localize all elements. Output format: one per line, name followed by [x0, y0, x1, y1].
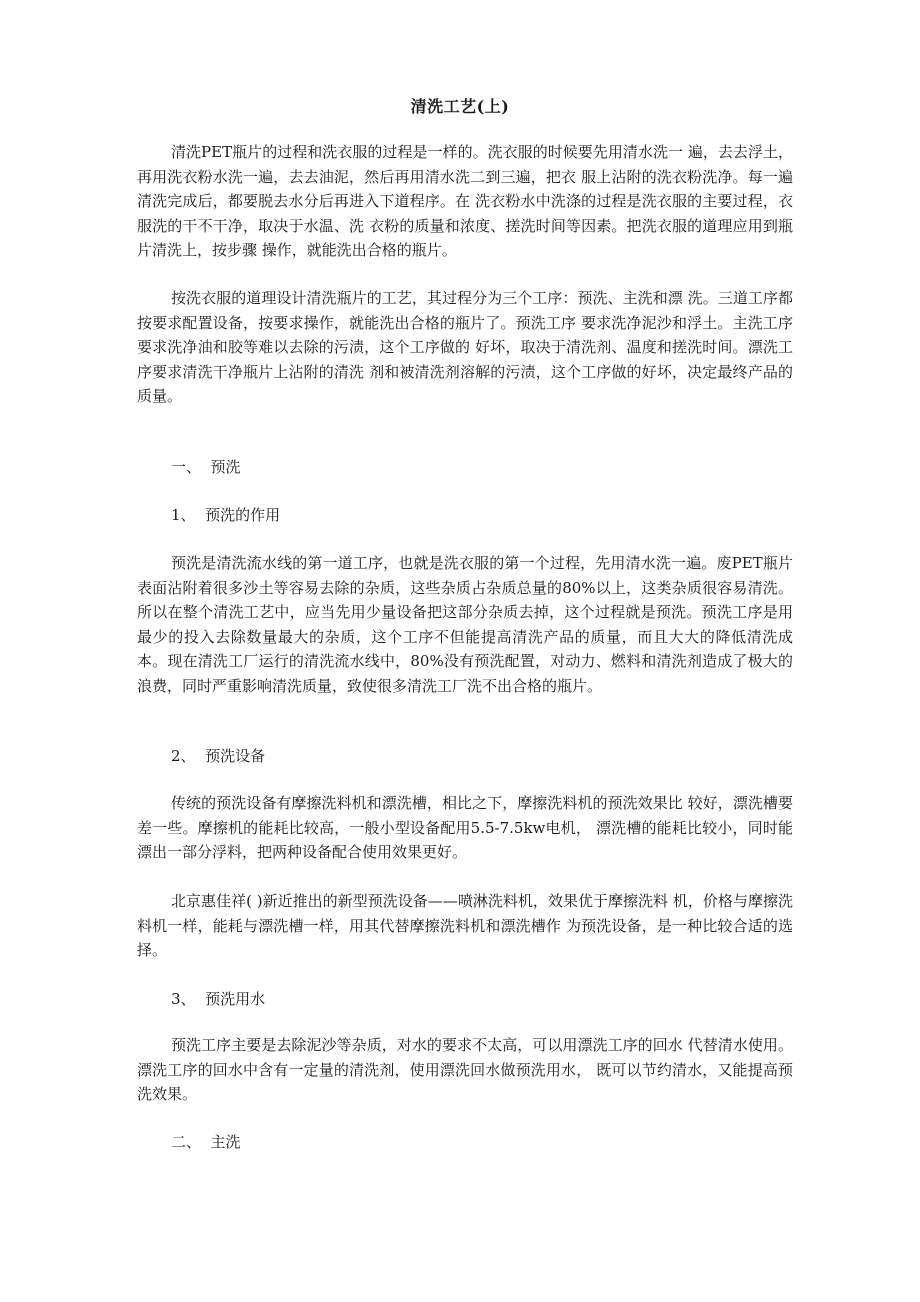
paragraph-intro: 清洗PET瓶片的过程和洗衣服的过程是一样的。洗衣服的时候要先用清水洗一 遍，去去浮土，再用洗衣粉水洗一遍，去去油泥，然后再用清水洗二到三遍，把衣 服上沾附的洗衣粉洗净。每一遍清洗完成后，都要脱去水分后再进入下道程序。在 洗衣粉水中洗涤的过程是洗衣服的主要过程，衣服洗的干不干净，取决于水温、洗 衣粉的质量和浓度、搓洗时间等因素。把洗衣服的道理应用到瓶片清洗上，按步骤 操作，就能洗出合格的瓶片。: [137, 143, 793, 260]
paragraph-prewash-water: 预洗工序主要是去除泥沙等杂质，对水的要求不太高，可以用漂洗工序的回水 代替清水使用。漂洗工序的回水中含有一定量的清洗剂，使用漂洗回水做预洗用水， 既可以节约清水，又能提高预洗效果。: [137, 1036, 793, 1104]
paragraph-process-overview: 按洗衣服的道理设计清洗瓶片的工艺，其过程分为三个工序：预洗、主洗和漂 洗。三道工序都按要求配置设备，按要求操作，就能洗出合格的瓶片了。预洗工序 要求洗净泥沙和浮土。主洗工序要求洗净油和胶等难以去除的污渍，这个工序做的 好坏，取决于清洗剂、温度和搓洗时间。漂洗工序要求清洗干净瓶片上沾附的清洗 剂和被清洗剂溶解的污渍，这个工序做的好坏，决定最终产品的质量。: [137, 289, 793, 406]
document-title: 清洗工艺(上): [410, 97, 510, 116]
heading-prewash-purpose: 1、 预洗的作用: [171, 506, 281, 524]
heading-prewash: 一、 预洗: [171, 458, 241, 476]
paragraph-prewash-purpose: 预洗是清洗流水线的第一道工序，也就是洗衣服的第一个过程，先用清水洗一遍。废PET瓶片表面沾附着很多沙土等容易去除的杂质，这些杂质占杂质总量的80%以上，这类杂质很容易清洗。所以在整个清洗工艺中，应当先用少量设备把这部分杂质去掉，这个过程就是预洗。预洗工序是用最少的投入去除数量最大的杂质，这个工序不但能提高清洗产品的质量，而且大大的降低清洗成本。现在清洗工厂运行的清洗流水线中，80%没有预洗配置，对动力、燃料和清洗剂造成了极大的浪费，同时严重影响清洗质量，致使很多清洗工厂洗不出合格的瓶片。: [137, 554, 793, 695]
heading-prewash-water: 3、 预洗用水: [171, 990, 266, 1008]
heading-prewash-equipment: 2、 预洗设备: [171, 747, 266, 765]
paragraph-traditional-equipment: 传统的预洗设备有摩擦洗料机和漂洗槽，相比之下，摩擦洗料机的预洗效果比 较好，漂洗槽要差一些。摩擦机的能耗比较高，一般小型设备配用5.5-7.5kw电机， 漂洗槽的能耗比较小，同时能漂出一部分浮料，把两种设备配合使用效果更好。: [137, 794, 793, 862]
paragraph-new-equipment: 北京惠佳祥( )新近推出的新型预洗设备——喷淋洗料机，效果优于摩擦洗料 机，价格与摩擦洗料机一样，能耗与漂洗槽一样，用其代替摩擦洗料机和漂洗槽作 为预洗设备，是一种比较合适的选择。: [137, 892, 793, 960]
heading-main-wash: 二、 主洗: [171, 1133, 241, 1151]
